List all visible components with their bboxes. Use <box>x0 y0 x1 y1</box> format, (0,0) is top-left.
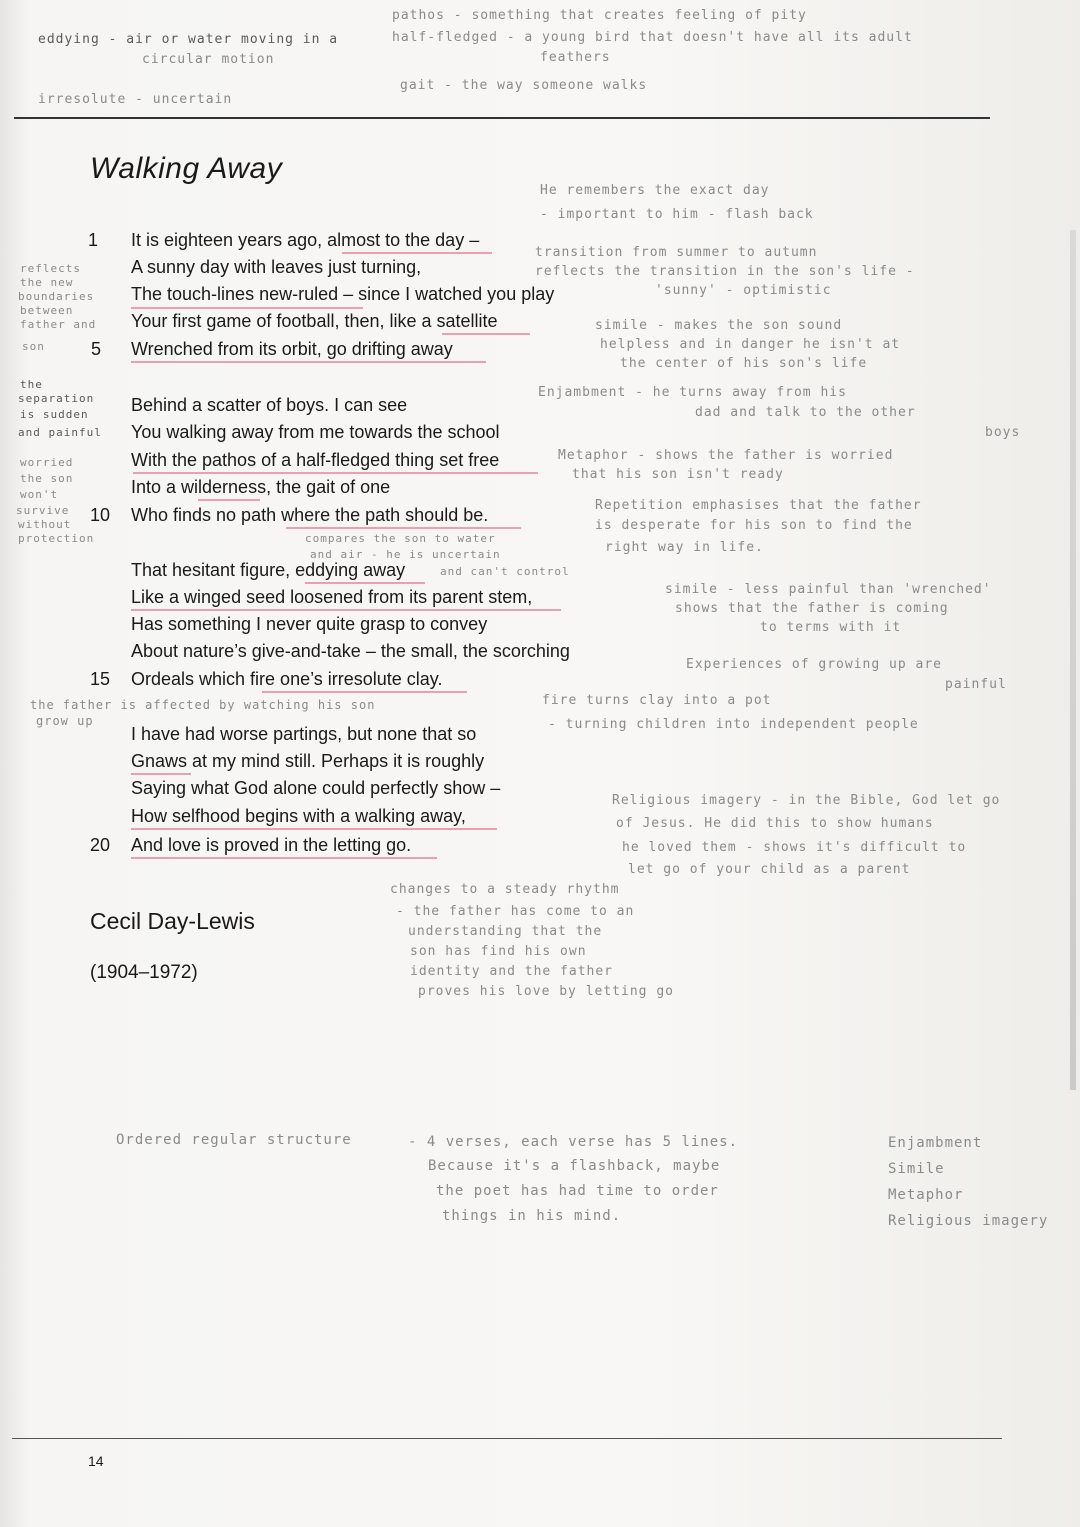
left-note-reflects-6: son <box>22 340 45 353</box>
highlight <box>131 857 437 859</box>
note-flashback: He remembers the exact day <box>540 183 770 198</box>
technique-item: Enjambment <box>888 1135 983 1151</box>
note-fire: fire turns clay into a pot <box>542 693 772 708</box>
highlight <box>262 691 467 693</box>
note-religious-2: of Jesus. He did this to show humans <box>616 816 934 831</box>
poem-line-20: And love is proved in the letting go. <box>131 835 412 855</box>
left-note-reflects-4: between <box>20 304 74 317</box>
note-metaphor-2: that his son isn't ready <box>572 467 784 482</box>
note-repetition-3: right way in life. <box>605 540 764 555</box>
poem-line-6: Behind a scatter of boys. I can see <box>131 395 408 415</box>
note-simile-2b: shows that the father is coming <box>675 601 949 616</box>
poem-line-1: It is eighteen years ago, almost to the day – <box>131 230 480 250</box>
left-note-reflects-5: father and <box>20 318 97 331</box>
glossary-gait: gait - the way someone walks <box>400 78 648 93</box>
poem-line-10: Who finds no path where the path should be. <box>131 505 489 525</box>
poem-line-5: Wrenched from its orbit, go drifting away <box>131 339 453 359</box>
left-note-worried-4: survive <box>16 504 70 517</box>
left-note-reflects: reflects <box>20 262 81 275</box>
left-note-separation: the <box>20 378 43 391</box>
note-metaphor: Metaphor - shows the father is worried <box>558 448 894 463</box>
note-enjambment: Enjambment - he turns away from his <box>538 385 847 400</box>
highlight <box>342 252 492 254</box>
note-simile-1b: helpless and in danger he isn't at <box>600 337 901 352</box>
note-enjambment-2: dad and talk to the other <box>695 405 916 420</box>
left-note-reflects-3: boundaries <box>18 290 95 303</box>
left-note-affected: the father is affected by watching his son <box>30 698 376 712</box>
note-simile-2: simile - less painful than 'wrenched' <box>665 582 992 597</box>
note-enjambment-3: boys <box>985 425 1021 440</box>
note-repetition-2: is desperate for his son to find the <box>595 518 913 533</box>
highlight <box>131 307 363 309</box>
poem-author: Cecil Day-Lewis <box>90 908 255 934</box>
note-transition-2: reflects the transition in the son's life - <box>535 264 915 279</box>
note-religious-3: he loved them - shows it's difficult to <box>622 840 967 855</box>
left-note-separation-2: separation <box>18 392 95 405</box>
note-experiences: Experiences of growing up are <box>686 657 942 672</box>
highlight <box>131 609 561 611</box>
note-religious: Religious imagery - in the Bible, God let go <box>612 793 1001 808</box>
technique-item: Religious imagery <box>888 1213 1049 1229</box>
line-number: 10 <box>90 505 111 525</box>
poem-title: Walking Away <box>90 152 283 185</box>
note-rhythm: changes to a steady rhythm <box>390 882 620 897</box>
poem-line-11: That hesitant figure, eddying away <box>131 560 406 580</box>
left-note-affected-2: grow up <box>36 714 94 728</box>
note-simile-1c: the center of his son's life <box>620 356 868 371</box>
note-rhythm-2: - the father has come to an <box>396 904 635 919</box>
note-rhythm-5: identity and the father <box>410 964 614 979</box>
line-number: 1 <box>88 230 99 250</box>
note-experiences-2: painful <box>945 677 1007 692</box>
poem-line-16: I have had worse partings, but none that so <box>131 724 477 744</box>
poem-line-14: About nature’s give-and-take – the small, the scorching <box>131 641 570 661</box>
highlight <box>133 472 538 474</box>
poem-line-18: Saying what God alone could perfectly show – <box>131 778 501 798</box>
glossary-pathos: pathos - something that creates feeling of pity <box>392 8 807 23</box>
note-fire-2: - turning children into independent people <box>548 717 919 732</box>
structure-desc-2: Because it's a flashback, maybe <box>428 1158 721 1174</box>
glossary-half-fledged-cont: feathers <box>540 50 611 65</box>
poem-line-9: Into a wilderness, the gait of one <box>131 477 391 497</box>
poem-line-8: With the pathos of a half-fledged thing set free <box>131 450 500 470</box>
highlight <box>131 361 486 363</box>
glossary-irresolute: irresolute - uncertain <box>38 92 233 107</box>
highlight <box>442 333 530 335</box>
highlight <box>198 499 260 501</box>
structure-desc-4: things in his mind. <box>442 1208 622 1224</box>
poem-line-2: A sunny day with leaves just turning, <box>131 257 422 277</box>
structure-label: Ordered regular structure <box>116 1132 352 1148</box>
poem-line-17: Gnaws at my mind still. Perhaps it is roughly <box>131 751 485 771</box>
note-simile-2c: to terms with it <box>760 620 902 635</box>
poem-line-13: Has something I never quite grasp to convey <box>131 614 488 634</box>
line-number: 15 <box>90 669 111 689</box>
left-note-reflects-2: the new <box>20 276 74 289</box>
bottom-divider <box>12 1438 1002 1439</box>
page-edge <box>1070 230 1076 1090</box>
highlight <box>286 527 521 529</box>
left-note-worried-6: protection <box>18 532 95 545</box>
poem-line-12: Like a winged seed loosened from its parent stem, <box>131 587 533 607</box>
glossary-eddying-cont: circular motion <box>142 52 275 67</box>
left-note-worried-2: the son <box>20 472 74 485</box>
poem-line-7: You walking away from me towards the school <box>131 422 500 442</box>
glossary-eddying: eddying - air or water moving in a <box>38 32 339 47</box>
note-transition-3: 'sunny' - optimistic <box>655 283 832 298</box>
left-note-separation-3: is sudden <box>20 408 89 421</box>
poem-line-3: The touch-lines new-ruled – since I watched you play <box>131 284 555 304</box>
note-rhythm-3: understanding that the <box>408 924 603 939</box>
technique-item: Simile <box>888 1161 945 1177</box>
poem-line-4: Your first game of football, then, like a satellite <box>131 311 498 331</box>
note-rhythm-4: son has find his own <box>410 944 587 959</box>
highlight <box>131 773 191 775</box>
poem-line-15: Ordeals which fire one’s irresolute clay. <box>131 669 443 689</box>
poem-line-19: How selfhood begins with a walking away, <box>131 806 466 826</box>
structure-desc: - 4 verses, each verse has 5 lines. <box>408 1134 739 1150</box>
note-compares-3: and can't control <box>440 565 570 578</box>
left-note-worried-3: won't <box>20 488 59 501</box>
technique-item: Metaphor <box>888 1187 964 1203</box>
note-transition: transition from summer to autumn <box>535 245 818 260</box>
note-compares: compares the son to water <box>305 532 496 545</box>
top-divider <box>14 117 990 119</box>
left-note-worried: worried <box>20 456 74 469</box>
note-compares-2: and air - he is uncertain <box>310 548 501 561</box>
glossary-half-fledged: half-fledged - a young bird that doesn't have all its adult <box>392 30 913 45</box>
note-simile-1: simile - makes the son sound <box>595 318 843 333</box>
note-religious-4: let go of your child as a parent <box>628 862 911 877</box>
structure-desc-3: the poet has had time to order <box>436 1183 719 1199</box>
line-number: 20 <box>90 835 111 855</box>
line-number: 5 <box>91 339 102 359</box>
left-note-separation-4: and painful <box>18 426 102 439</box>
left-note-worried-5: without <box>18 518 72 531</box>
highlight <box>131 828 497 830</box>
page-number: 14 <box>88 1453 104 1469</box>
highlight <box>305 582 425 584</box>
note-repetition: Repetition emphasises that the father <box>595 498 922 513</box>
note-flashback-2: - important to him - flash back <box>540 207 814 222</box>
note-rhythm-6: proves his love by letting go <box>418 984 674 999</box>
poem-dates: (1904–1972) <box>90 962 198 983</box>
